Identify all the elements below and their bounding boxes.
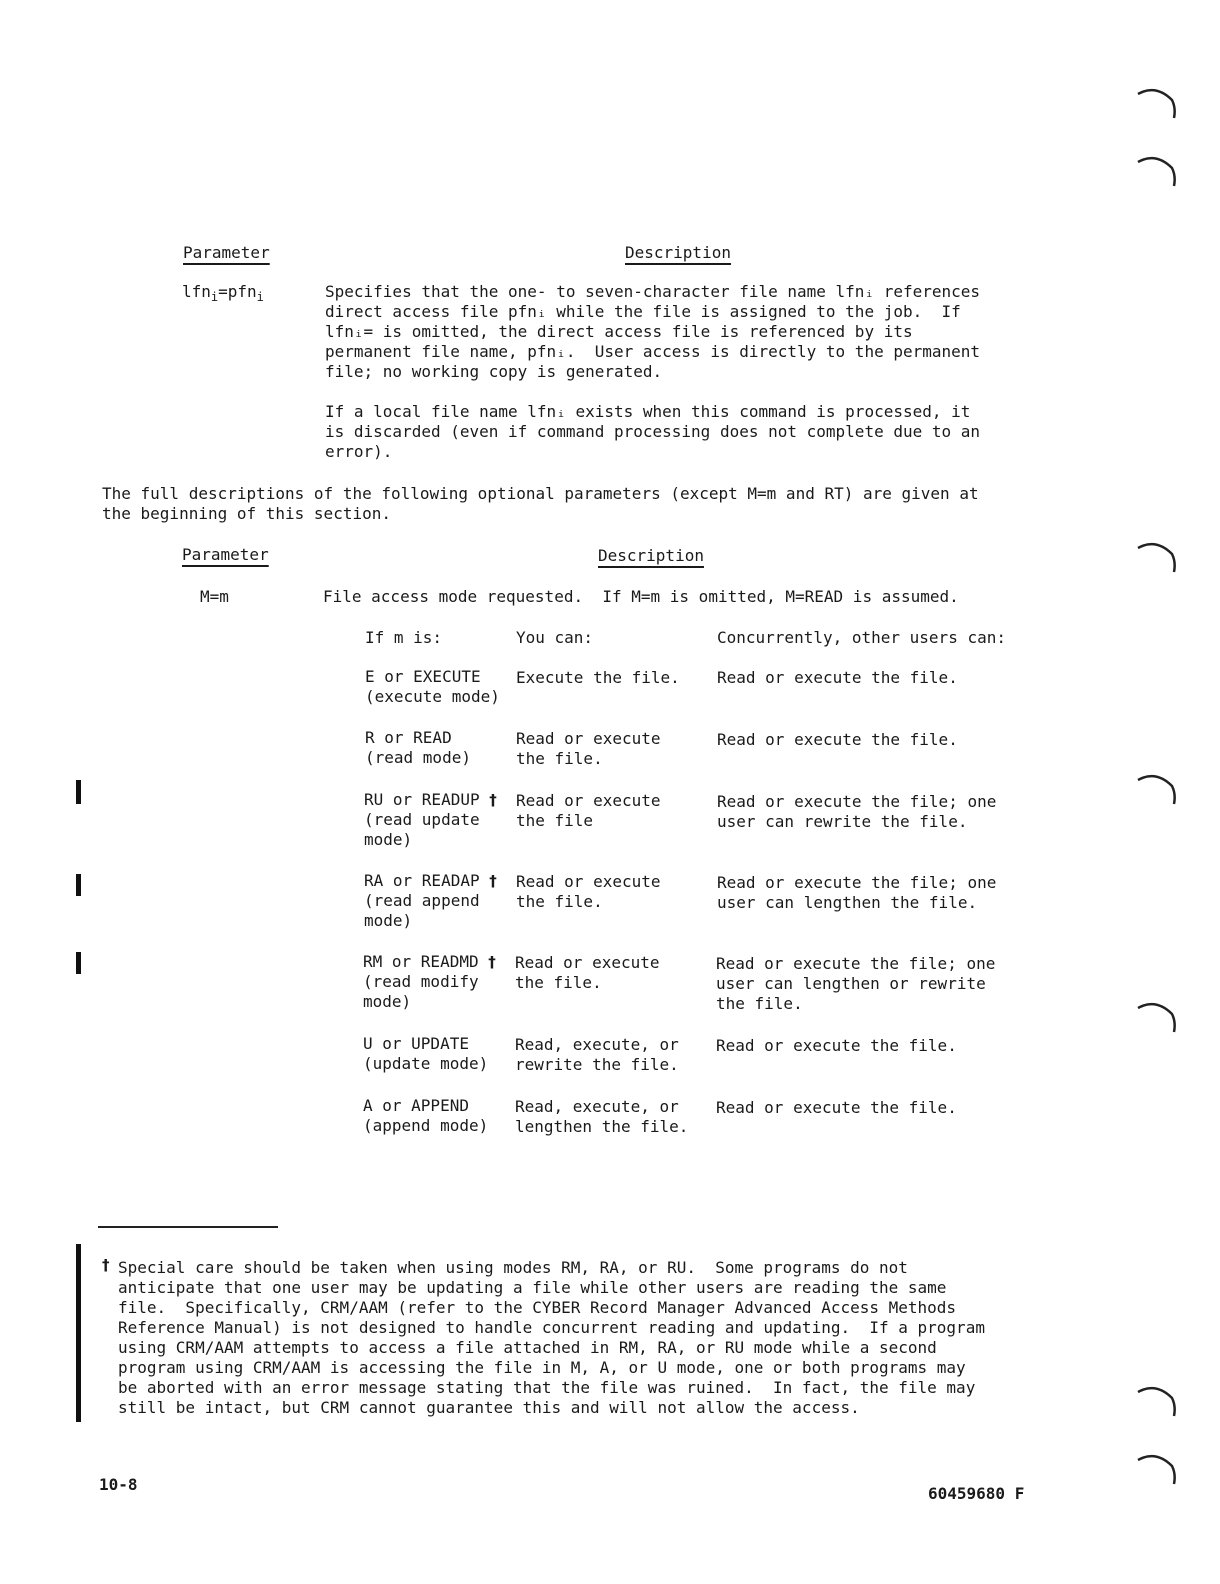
table2-header-description: Description [598,546,704,565]
others-cell: the file. [716,994,803,1013]
mode-cell: mode) [364,911,413,930]
binder-hole-mark [1136,154,1180,190]
desc-line: If a local file name lfnᵢ exists when this command is processed, it [325,402,971,421]
can-cell: lengthen the file. [515,1117,689,1136]
others-cell: Read or execute the file; one [716,954,996,973]
intro-line: The full descriptions of the following optional parameters (except M=m and RT) are given at [102,484,979,503]
page-number: 10-8 [99,1475,138,1494]
parameter-lfn-pfn: lfn$_i$=pfn$_i$ [182,282,264,304]
mode-cell: E or EXECUTE [365,667,481,686]
others-cell: user can lengthen or rewrite [716,974,986,993]
desc-line: permanent file name, pfnᵢ. User access is directly to the permanent [325,342,981,361]
can-cell: Read, execute, or [515,1097,679,1116]
desc-line: Specifies that the one- to seven-character file name lfnᵢ references [325,282,981,301]
dagger-mark: † [488,953,496,971]
can-cell: Execute the file. [516,668,680,687]
binder-hole-mark [1136,772,1180,808]
mode-cell: U or UPDATE [363,1034,469,1053]
footnote-line: file. Specifically, CRM/AAM (refer to the CYBER Record Manager Advanced Access Methods [118,1298,957,1317]
others-cell: user can rewrite the file. [717,812,968,831]
table1-header-description: Description [625,243,731,262]
footnote-line: Special care should be taken when using modes RM, RA, or RU. Some programs do not [118,1258,908,1277]
mode-cell: (read append [364,891,480,910]
can-cell: the file [516,811,594,830]
others-cell: Read or execute the file; one [717,792,997,811]
mode-cell: mode) [364,830,413,849]
footnote-line: using CRM/AAM attempts to access a file attached in RM, RA, or RU mode while a second [118,1338,937,1357]
can-cell: Read or execute [516,872,661,891]
mode-cell: (execute mode) [365,687,500,706]
change-bar [76,874,81,896]
others-cell: Read or execute the file. [717,730,958,749]
mode-cell: RU or READUP † [364,790,497,809]
col-head-others-can: Concurrently, other users can: [717,628,1006,647]
can-cell: Read or execute [516,791,661,810]
can-cell: Read or execute [516,729,661,748]
dagger-mark: † [489,872,497,890]
change-bar [76,952,81,974]
mode-cell: (read modify [363,972,479,991]
binder-hole-mark [1136,1452,1180,1488]
desc-line: lfnᵢ= is omitted, the direct access file is referenced by its [325,322,913,341]
mode-cell: RA or READAP † [364,871,497,890]
can-cell: rewrite the file. [515,1055,679,1074]
others-cell: Read or execute the file. [717,668,958,687]
col-head-mode: If m is: [365,628,443,647]
desc-line: direct access file pfnᵢ while the file is assigned to the job. If [325,302,961,321]
dagger-mark: † [489,791,497,809]
document-number: 60459680 F [928,1484,1025,1503]
parameter-m: M=m [200,587,229,606]
footnote-dagger: † [102,1256,110,1274]
footnote-line: program using CRM/AAM is accessing the file in M, A, or U mode, one or both programs may [118,1358,966,1377]
mode-cell: (append mode) [363,1116,489,1135]
desc-line: is discarded (even if command processing does not complete due to an [325,422,981,441]
binder-hole-mark [1136,1000,1180,1036]
change-bar [76,780,81,804]
mode-cell: RM or READMD † [363,952,496,971]
mode-cell: (read mode) [365,748,471,767]
binder-hole-mark [1136,1384,1180,1420]
mode-cell: A or APPEND [363,1096,469,1115]
parameter-m-description: File access mode requested. If M=m is omitted, M=READ is assumed. [323,587,959,606]
mode-cell: (update mode) [363,1054,489,1073]
desc-line: error). [325,442,393,461]
others-cell: user can lengthen the file. [717,893,978,912]
mode-cell: R or READ [365,728,452,747]
others-cell: Read or execute the file. [716,1036,957,1055]
mode-cell: (read update [364,810,480,829]
footnote-line: anticipate that one user may be updating a file while other users are reading the same [118,1278,947,1297]
change-bar [76,1244,81,1422]
table2-header-parameter: Parameter [182,545,269,564]
col-head-you-can: You can: [516,628,594,647]
can-cell: Read or execute [515,953,660,972]
intro-line: the beginning of this section. [102,504,391,523]
footnote-line: still be intact, but CRM cannot guarantee this and will not allow the access. [118,1398,860,1417]
desc-line: file; no working copy is generated. [325,362,663,381]
can-cell: the file. [516,749,603,768]
others-cell: Read or execute the file. [716,1098,957,1117]
footnote-line: be aborted with an error message stating that the file was ruined. In fact, the file may [118,1378,976,1397]
footnote-rule [98,1226,278,1228]
binder-hole-mark [1136,86,1180,122]
can-cell: the file. [515,973,602,992]
binder-hole-mark [1136,540,1180,576]
can-cell: Read, execute, or [515,1035,679,1054]
footnote-line: Reference Manual) is not designed to handle concurrent reading and updating. If a program [118,1318,985,1337]
others-cell: Read or execute the file; one [717,873,997,892]
mode-cell: mode) [363,992,412,1011]
table1-header-parameter: Parameter [183,243,270,262]
can-cell: the file. [516,892,603,911]
